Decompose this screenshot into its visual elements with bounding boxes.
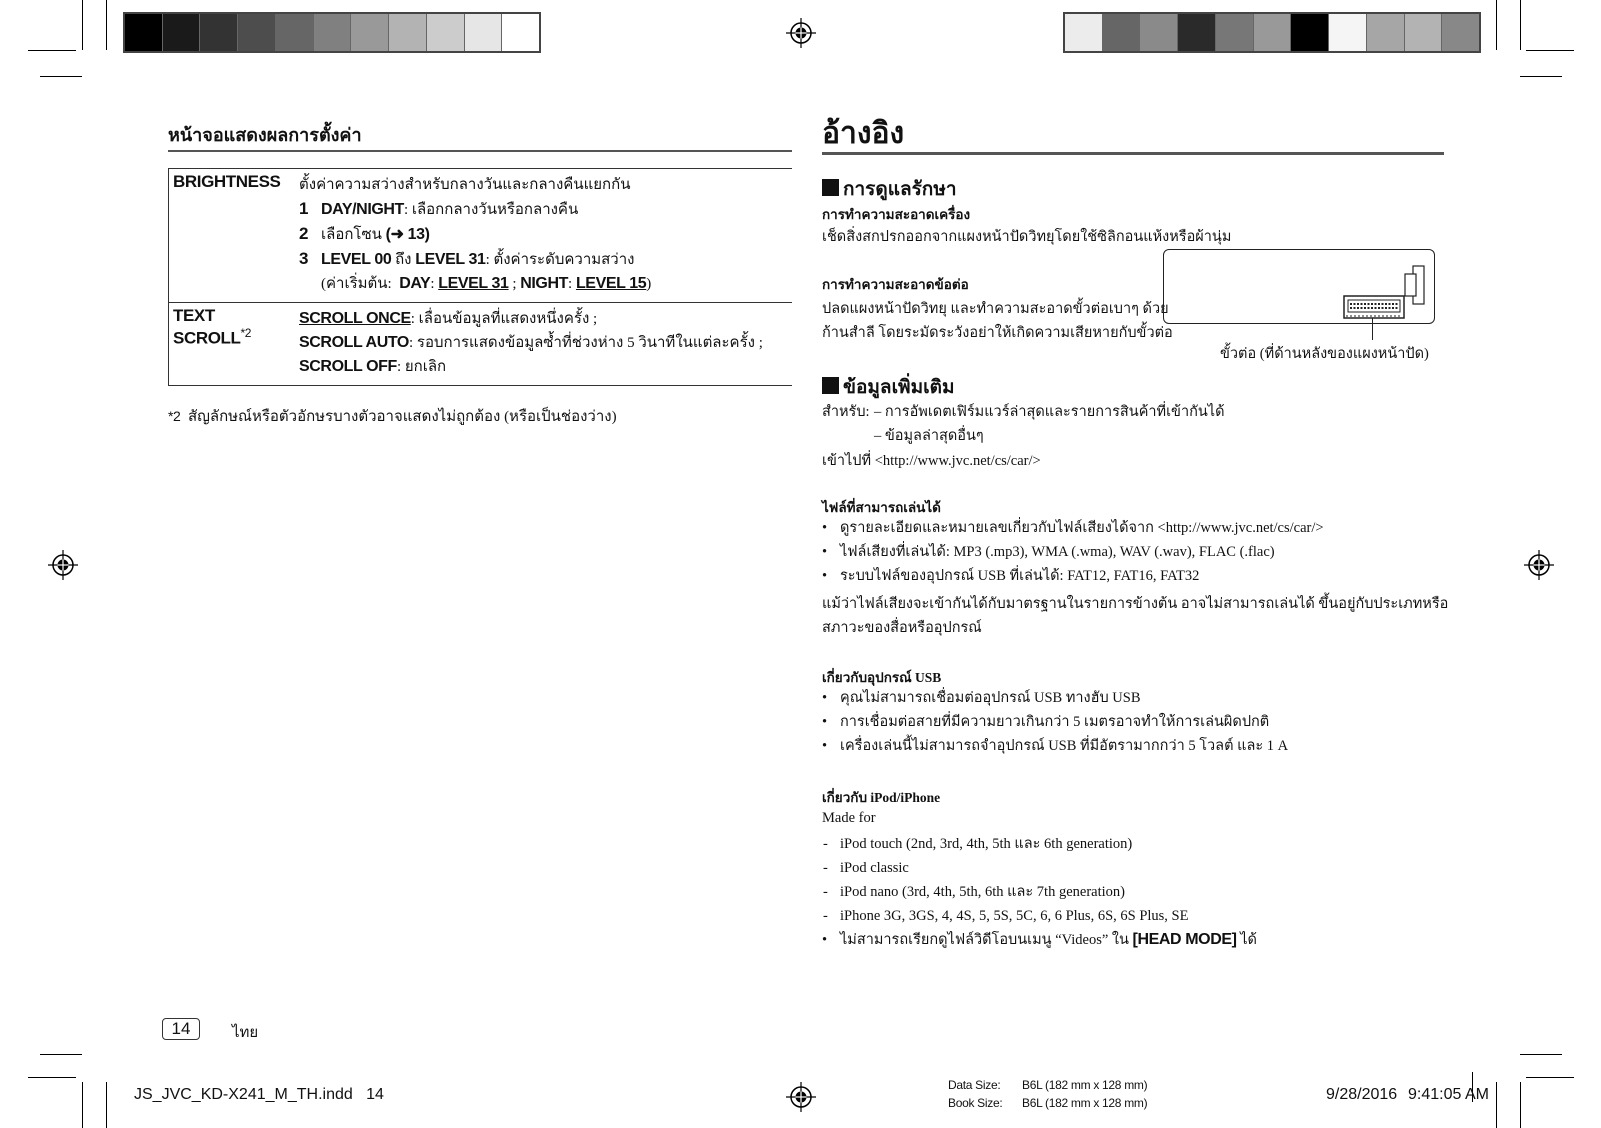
more-info-heading bbox=[822, 372, 954, 402]
heading-text: การดูแลรักษา bbox=[843, 179, 957, 200]
color-swatch bbox=[465, 14, 503, 51]
list-item: • เครื่องเล่นนี้ไม่สามารถจำอุปกรณ์ USB ที่มีอัตรามากกว่า 5 โวลต์ และ 1 A bbox=[822, 734, 1288, 758]
color-swatch bbox=[1329, 14, 1367, 51]
step-text: : เลือกกลางวันหรือกลางคืน bbox=[403, 202, 579, 218]
default-prefix: (ค่าเริ่มต้น: bbox=[321, 276, 396, 292]
playable-files-heading: ไฟล์ที่สามารถเล่นได้ bbox=[822, 500, 941, 515]
table-row bbox=[169, 169, 793, 303]
page-reference: (➜ 13) bbox=[385, 226, 430, 243]
more-info-visit: เข้าไปที่ <http://www.jvc.net/cs/car/> bbox=[822, 453, 1041, 469]
color-swatch bbox=[502, 14, 539, 51]
day-night-keyword: DAY/NIGHT bbox=[321, 201, 404, 218]
settings-table bbox=[168, 168, 792, 386]
note-text: ไม่สามารถเรียกดูไฟล์วิดีโอบนเมนู “Videos” ใน bbox=[840, 932, 1133, 948]
step-text: : ตั้งค่าระดับความสว่าง bbox=[485, 252, 635, 268]
scroll-option-off bbox=[299, 355, 788, 379]
list-item: - iPod classic bbox=[822, 856, 1188, 880]
option-text: : เลื่อนข้อมูลที่แสดงหนึ่งครั้ง ; bbox=[410, 311, 598, 327]
color-swatch bbox=[1178, 14, 1216, 51]
scroll-option-once bbox=[299, 307, 788, 331]
default-night-label: NIGHT bbox=[520, 275, 569, 292]
list-item: • คุณไม่สามารถเชื่อมต่ออุปกรณ์ USB ทางฮับ USB bbox=[822, 686, 1288, 710]
color-swatch bbox=[1103, 14, 1141, 51]
footnote-text: สัญลักษณ์หรือตัวอักษรบางตัวอาจแสดงไม่ถูกต้อง (หรือเป็นช่องว่าง) bbox=[187, 409, 617, 425]
language-label: ไทย bbox=[232, 1025, 259, 1041]
list-item: - iPhone 3G, 3GS, 4, 4S, 5, 5S, 5C, 6, 6 Plus, 6S, 6S Plus, SE bbox=[822, 904, 1188, 928]
reference-title: อ้างอิง bbox=[822, 117, 905, 150]
color-swatch bbox=[1065, 14, 1103, 51]
registration-mark-icon bbox=[1524, 550, 1554, 580]
text-scroll-key bbox=[169, 303, 296, 386]
color-swatch bbox=[1216, 14, 1254, 51]
color-swatch bbox=[125, 14, 163, 51]
connector-leader-line bbox=[1372, 318, 1373, 340]
step-number: 2 bbox=[299, 224, 309, 243]
clean-connector-line-2: ก้านสำลี โดยระมัดระวังอย่าให้เกิดความเสียหายกับขั้วต่อ bbox=[822, 325, 1173, 341]
default-day-value: LEVEL 31 bbox=[438, 275, 509, 292]
step-text: เลือกโซน bbox=[321, 227, 386, 243]
connector-icon bbox=[1164, 250, 1434, 322]
brightness-step-1 bbox=[299, 197, 788, 222]
step-number: 3 bbox=[299, 249, 309, 268]
usb-heading: เกี่ยวกับอุปกรณ์ USB bbox=[822, 670, 942, 685]
registration-mark-icon bbox=[786, 1082, 816, 1112]
scroll-auto-keyword: SCROLL AUTO bbox=[299, 334, 409, 351]
list-item: • ไฟล์เสียงที่เล่นได้: MP3 (.mp3), WMA (.wma), WAV (.wav), FLAC (.flac) bbox=[822, 540, 1324, 564]
color-swatch bbox=[314, 14, 352, 51]
footnote bbox=[168, 404, 617, 428]
registration-mark-icon bbox=[48, 550, 78, 580]
playable-note-line-2: สภาวะของสื่อหรืออุปกรณ์ bbox=[822, 620, 982, 636]
list-item bbox=[822, 928, 1257, 952]
brightness-step-2 bbox=[299, 222, 788, 247]
settings-display-title: หน้าจอแสดงผลการตั้งค่า bbox=[168, 125, 362, 145]
maintenance-heading bbox=[822, 174, 957, 204]
data-size-value: B6L (182 mm x 128 mm) bbox=[1022, 1078, 1148, 1092]
faceplate-connector-illustration bbox=[1163, 249, 1435, 324]
note-text: ได้ bbox=[1236, 932, 1257, 948]
print-time: 9:41:05 AM bbox=[1408, 1086, 1489, 1103]
level-max-keyword: LEVEL 31 bbox=[415, 251, 486, 268]
title-rule bbox=[822, 152, 1444, 155]
option-text: : ยกเลิก bbox=[396, 359, 447, 375]
brightness-desc-cell bbox=[295, 169, 792, 303]
book-size-value: B6L (182 mm x 128 mm) bbox=[1022, 1096, 1148, 1110]
clean-unit-heading: การทำความสะอาดเครื่อง bbox=[822, 207, 971, 222]
footnote-mark: *2 bbox=[168, 408, 181, 424]
color-swatch bbox=[351, 14, 389, 51]
color-swatch bbox=[1442, 14, 1479, 51]
color-swatch bbox=[163, 14, 201, 51]
list-item: - iPod nano (3rd, 4th, 5th, 6th และ 7th generation) bbox=[822, 880, 1188, 904]
made-for-label: Made for bbox=[822, 810, 876, 826]
list-item: • ระบบไฟล์ของอุปกรณ์ USB ที่เล่นได้: FAT12, FAT16, FAT32 bbox=[822, 564, 1324, 588]
ipod-models-list bbox=[822, 832, 1188, 928]
print-date: 9/28/2016 bbox=[1326, 1086, 1398, 1103]
head-mode-keyword: [HEAD MODE] bbox=[1132, 931, 1237, 948]
brightness-default: (ค่าเริ่มต้น: DAY: LEVEL 31 ; NIGHT: LEVEL 15) bbox=[321, 275, 652, 292]
option-text: : รอบการแสดงข้อมูลซ้ำที่ช่วงห่าง 5 วินาทีในแต่ละครั้ง ; bbox=[408, 335, 763, 351]
book-size-label: Book Size: bbox=[948, 1096, 1003, 1110]
step-number: 1 bbox=[299, 199, 309, 218]
brightness-step-3 bbox=[299, 247, 788, 272]
text-scroll-label: TEXT SCROLL bbox=[173, 306, 241, 348]
file-name: JS_JVC_KD-X241_M_TH.indd 14 bbox=[134, 1086, 384, 1103]
scroll-off-keyword: SCROLL OFF bbox=[299, 358, 397, 375]
color-swatch bbox=[427, 14, 465, 51]
clean-connector-line-1: ปลดแผงหน้าปัดวิทยุ และทำความสะอาดขั้วต่อเบาๆ ด้วย bbox=[822, 301, 1169, 317]
more-info-item-2: – ข้อมูลล่าสุดอื่นๆ bbox=[874, 428, 984, 444]
registration-mark-icon bbox=[786, 18, 816, 48]
brightness-key: BRIGHTNESS bbox=[169, 169, 296, 303]
title-rule bbox=[168, 150, 792, 152]
heading-text: ข้อมูลเพิ่มเติม bbox=[843, 377, 955, 398]
usb-list bbox=[822, 686, 1288, 758]
list-item: • ดูรายละเอียดและหมายเลขเกี่ยวกับไฟล์เสียงได้จาก <http://www.jvc.net/cs/car/> bbox=[822, 516, 1324, 540]
default-night-value: LEVEL 15 bbox=[575, 275, 647, 292]
color-swatch bbox=[1405, 14, 1443, 51]
footnote-ref: *2 bbox=[240, 326, 252, 340]
color-swatch bbox=[1140, 14, 1178, 51]
square-bullet-icon bbox=[822, 179, 839, 196]
connector-caption: ขั้วต่อ (ที่ด้านหลังของแผงหน้าปัด) bbox=[1220, 346, 1429, 362]
clean-connector-heading: การทำความสะอาดข้อต่อ bbox=[822, 277, 969, 292]
color-swatch bbox=[200, 14, 238, 51]
color-swatch bbox=[1291, 14, 1329, 51]
color-swatch bbox=[238, 14, 276, 51]
square-bullet-icon bbox=[822, 377, 839, 394]
level-min-keyword: LEVEL 00 bbox=[321, 251, 392, 268]
color-calibration-strip-right bbox=[1063, 12, 1481, 53]
more-info-item-1: – การอัพเดตเฟิร์มแวร์ล่าสุดและรายการสินค้าที่เข้ากันได้ bbox=[874, 404, 1225, 420]
data-size-label: Data Size: bbox=[948, 1078, 1001, 1092]
color-swatch bbox=[276, 14, 314, 51]
playable-note-line-1: แม้ว่าไฟล์เสียงจะเข้ากันได้กับมาตรฐานในรายการข้างต้น อาจไม่สามารถเล่นได้ ขึ้นอยู่กับประเภทหรือ bbox=[822, 596, 1449, 612]
table-row bbox=[169, 303, 793, 386]
text-scroll-options-cell bbox=[295, 303, 792, 386]
brightness-desc: ตั้งค่าความสว่างสำหรับกลางวันและกลางคืนแยกกัน bbox=[299, 177, 631, 193]
color-swatch bbox=[1367, 14, 1405, 51]
clean-unit-text: เช็ดสิ่งสกปรกออกจากแผงหน้าปัดวิทยุโดยใช้ซิลิกอนแห้งหรือผ้านุ่ม bbox=[822, 229, 1232, 245]
list-item: • การเชื่อมต่อสายที่มีความยาวเกินกว่า 5 เมตรอาจทำให้การเล่นผิดปกติ bbox=[822, 710, 1288, 734]
more-info-for-label: สำหรับ: bbox=[822, 404, 870, 420]
playable-files-list bbox=[822, 516, 1324, 588]
list-item: - iPod touch (2nd, 3rd, 4th, 5th และ 6th generation) bbox=[822, 832, 1188, 856]
ipod-note-list bbox=[822, 928, 1257, 952]
ipod-heading: เกี่ยวกับ iPod/iPhone bbox=[822, 790, 941, 805]
default-day-label: DAY bbox=[399, 275, 431, 292]
color-swatch bbox=[1254, 14, 1292, 51]
scroll-option-auto bbox=[299, 331, 788, 355]
page-number: 14 bbox=[162, 1018, 200, 1040]
step-text: ถึง bbox=[391, 252, 416, 268]
scroll-once-keyword: SCROLL ONCE bbox=[299, 310, 411, 327]
color-calibration-strip-left bbox=[123, 12, 541, 53]
color-swatch bbox=[389, 14, 427, 51]
